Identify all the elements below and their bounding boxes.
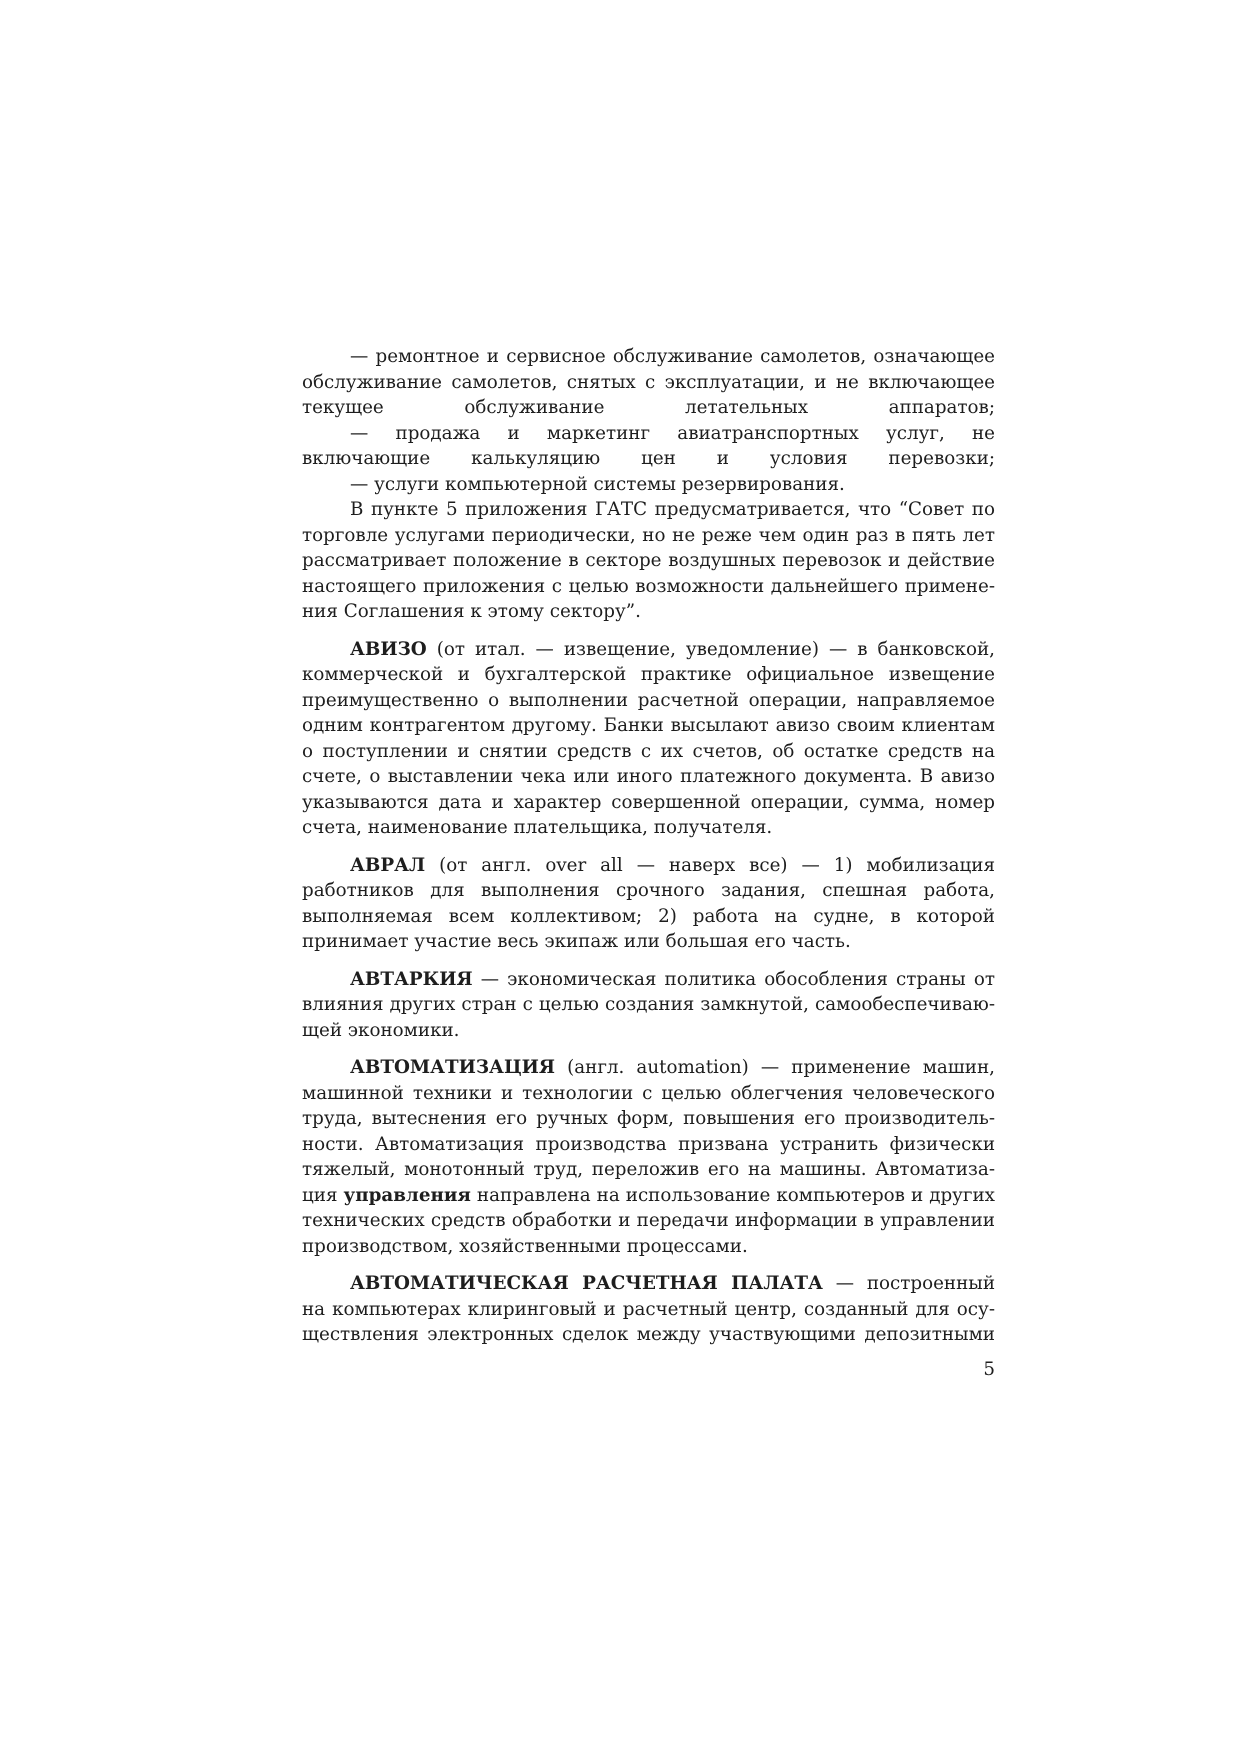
entry-avtarkiya (302, 967, 995, 1044)
entry-avtomaticheskaya-palata (302, 1271, 995, 1348)
page-number: 5 (983, 1359, 995, 1380)
entry-aviso (302, 637, 995, 841)
entry-definition-continued: направлена на использование компьютеров и других технических средств обработки и передачи информации в управлении производством, хозяйственными процессами. (302, 1184, 995, 1257)
entry-definition: (от итал. — извещение, уведомление) — в банковской, коммерческой и бухгалтерской практике официальное извещение преимущественно о выполнении расчетной операции, направляемое одним контрагентом другому. Банки высылают авизо своим клиентам о поступлении и снятии средств с их счетов, об остатке средств на счете, о выставлении чека или иного платежного документа. В авизо указываются дата и характер совершенной операции, сумма, номер счета, наименование плательщика, получателя. (302, 638, 995, 838)
entry-term: АВТОМАТИЧЕСКАЯ РАСЧЕТНАЯ ПАЛАТА (350, 1273, 823, 1294)
paragraph-gats: В пункте 5 приложения ГАТС предусматривается, что “Совет по торговле услугами периодически, но не реже чем один раз в пять лет рассматривает положение в секторе воздушных перевозок и действие настоящего приложения с целью возможности дальнейшего применения Соглашения к этому сектору”. (302, 499, 995, 622)
entry-definition: — экономическая политика обособления страны от влияния других стран с целью создания замкнутой, самообеспечивающей экономики. (302, 968, 995, 1041)
cross-reference-term: управления (343, 1184, 471, 1206)
entry-definition: (от англ. over all — наверх все) — 1) мобилизация работников для выполнения срочного задания, спешная работа, выполняемая всем коллективом; 2) работа на судне, в которой принимает участие весь экипаж или большая его часть. (302, 854, 995, 952)
list-item-repair: — ремонтное и сервисное обслуживание самолетов, означающее обслуживание самолетов, снятых с эксплуатации, и не включающее текущее обслуживание летательных аппаратов; (302, 346, 995, 418)
list-item-sales: — продажа и маркетинг авиатранспортных услуг, не включающие калькуляцию цен и условия перевозки; (302, 422, 995, 469)
entry-avral (302, 853, 995, 955)
entry-term: АВТАРКИЯ (350, 968, 473, 990)
entry-term: АВРАЛ (350, 854, 426, 876)
entry-term: АВТОМАТИЗАЦИЯ (350, 1057, 556, 1078)
entry-definition: (англ. automation) — применение машин, машинной техники и технологии с целью облегчения человеческого труда, вытеснения его ручных форм, повышения его производительности. Автоматизация производства призвана устранить физически тяжелый, монотонный труд, переложив его на машины. Автоматизация (302, 1057, 995, 1206)
entry-avtomatizatsiya (302, 1055, 995, 1259)
entry-term: АВИЗО (350, 638, 427, 660)
entry-definition: — построенный на компьютерах клиринговый и расчетный центр, созданный для осуществления электронных сделок между участвующими депозитными (302, 1273, 995, 1345)
list-item-reservation: — услуги компьютерной системы резервирования. (350, 473, 845, 495)
page-body (302, 344, 995, 1348)
